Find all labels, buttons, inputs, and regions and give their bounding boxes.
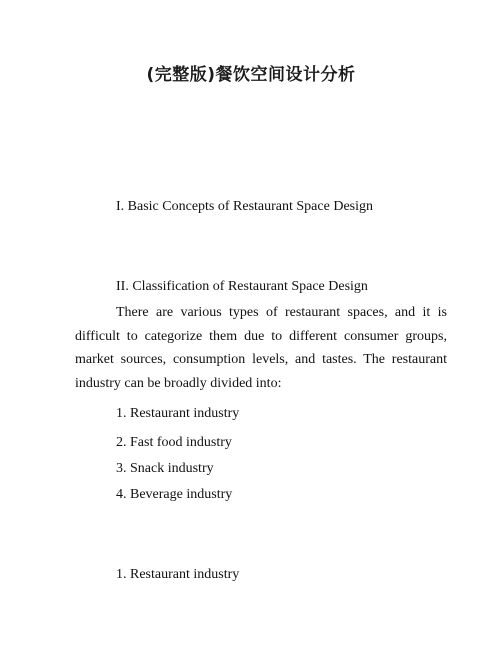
subsection-heading-restaurant-industry: 1. Restaurant industry xyxy=(116,567,240,582)
document-title: (完整版)餐饮空间设计分析 xyxy=(146,65,356,85)
intro-paragraph: There are various types of restaurant spaces, and it is difficult to categorize them due to different consumer groups, market sources, consumption levels, and tastes. The restaurant industry can be broadly divided into: xyxy=(75,305,447,391)
list-item-snack: 3. Snack industry xyxy=(116,461,214,476)
list-item-restaurant: 1. Restaurant industry xyxy=(116,406,240,421)
list-item-fast-food: 2. Fast food industry xyxy=(116,435,232,450)
section-heading-basic-concepts: I. Basic Concepts of Restaurant Space Design xyxy=(116,199,373,214)
list-item-beverage: 4. Beverage industry xyxy=(116,487,233,502)
section-heading-classification: II. Classification of Restaurant Space Design xyxy=(116,279,368,294)
